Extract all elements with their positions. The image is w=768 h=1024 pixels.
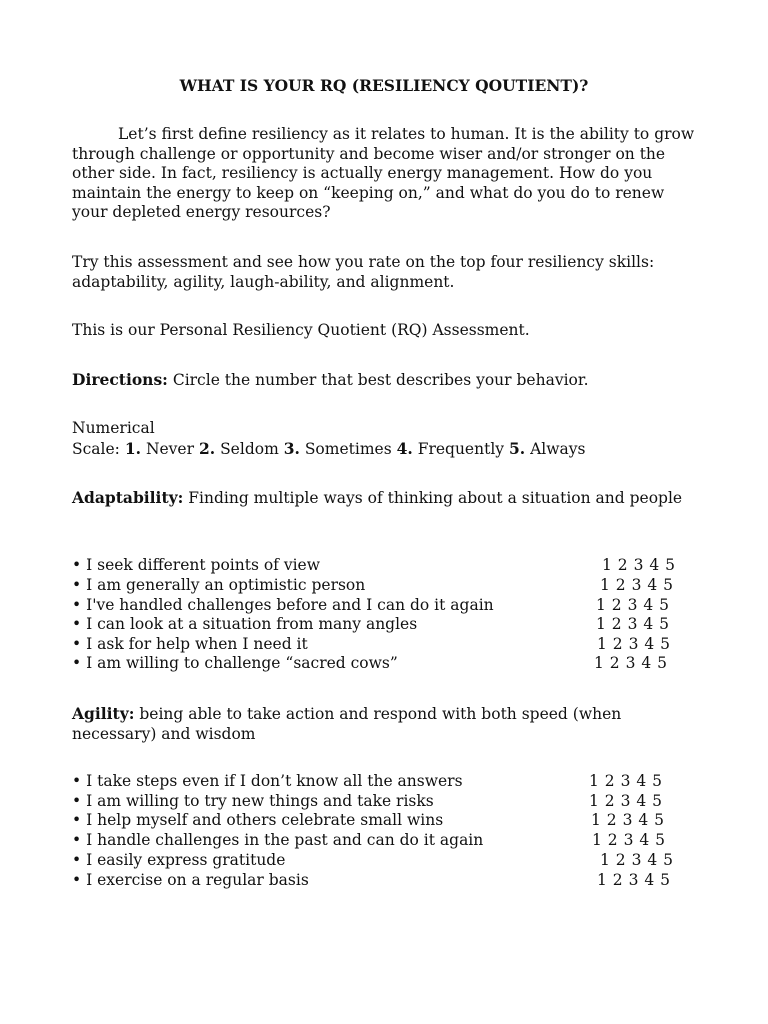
adaptability-label: Adaptability: [72,488,184,507]
directions-paragraph [72,370,704,391]
page-title: WHAT IS YOUR RQ (RESILIENCY QOUTIENT)? [179,76,589,95]
rating-scale[interactable]: 1 2 3 4 5 [597,635,671,653]
directions-label: Directions: [72,370,168,389]
rating-scale[interactable]: 1 2 3 4 5 [597,871,671,889]
list-item: • I take steps even if I don’t know all the answers [72,772,463,790]
rating-scale[interactable]: 1 2 3 4 5 [596,596,670,614]
rating-scale[interactable]: 1 2 3 4 5 [592,831,666,849]
scale-label-always: Always [525,440,586,458]
list-item: • I am willing to try new things and take risks [72,792,434,810]
scale-label-sometimes: Sometimes [299,440,397,458]
agility-description: being able to take action and respond with both speed (when necessary) and wisdom [72,705,622,743]
scale-number-2: 2. [198,439,216,458]
intro-paragraph: Let’s first define resiliency as it relates to human. It is the ability to grow through challenge or opportunity and become wiser and/or stronger on the other side. In fact, resiliency is actually energy management. How do you maintain the energy to keep on “keeping on,” and what do you do to renew your depleted energy resources? [72,125,695,222]
directions-text: Circle the number that best describes your behavior. [167,371,589,389]
agility-label: Agility: [72,704,135,723]
scale-heading: Numerical [72,419,155,437]
rating-scale[interactable]: 1 2 3 4 5 [596,615,670,633]
adaptability-description: Finding multiple ways of thinking about a situation and people [183,489,683,507]
scale-line [72,439,704,460]
list-item: • I seek different points of view [72,556,320,574]
scale-label-seldom: Seldom [215,440,284,458]
list-item: • I am willing to challenge “sacred cows” [72,654,398,672]
list-item: • I've handled challenges before and I can do it again [72,596,494,614]
rating-scale[interactable]: 1 2 3 4 5 [589,772,663,790]
list-item: • I am generally an optimistic person [72,576,366,594]
list-item: • I handle challenges in the past and can do it again [72,831,484,849]
list-item: • I exercise on a regular basis [72,871,309,889]
list-item: • I help myself and others celebrate small wins [72,811,444,829]
rating-scale[interactable]: 1 2 3 4 5 [589,792,663,810]
list-item: • I ask for help when I need it [72,635,308,653]
rating-scale[interactable]: 1 2 3 4 5 [594,654,668,672]
rating-scale[interactable]: 1 2 3 4 5 [591,811,665,829]
try-paragraph: Try this assessment and see how you rate on the top four resiliency skills: adaptability, agility, laugh-ability, and alignment. [72,253,655,291]
scale-prefix: Scale: [72,440,125,458]
scale-number-5: 5. [508,439,526,458]
rating-scale[interactable]: 1 2 3 4 5 [600,576,674,594]
agility-heading [72,704,704,744]
list-item: • I can look at a situation from many angles [72,615,418,633]
scale-label-never: Never [141,440,199,458]
scale-number-3: 3. [283,439,300,458]
scale-number-1: 1. [124,439,142,458]
rating-scale[interactable]: 1 2 3 4 5 [602,556,676,574]
assessment-paragraph: This is our Personal Resiliency Quotient (RQ) Assessment. [72,321,530,339]
scale-number-4: 4. [396,439,413,458]
adaptability-heading [72,488,704,509]
list-item: • I easily express gratitude [72,851,286,869]
rating-scale[interactable]: 1 2 3 4 5 [600,851,674,869]
scale-label-frequently: Frequently [412,440,509,458]
